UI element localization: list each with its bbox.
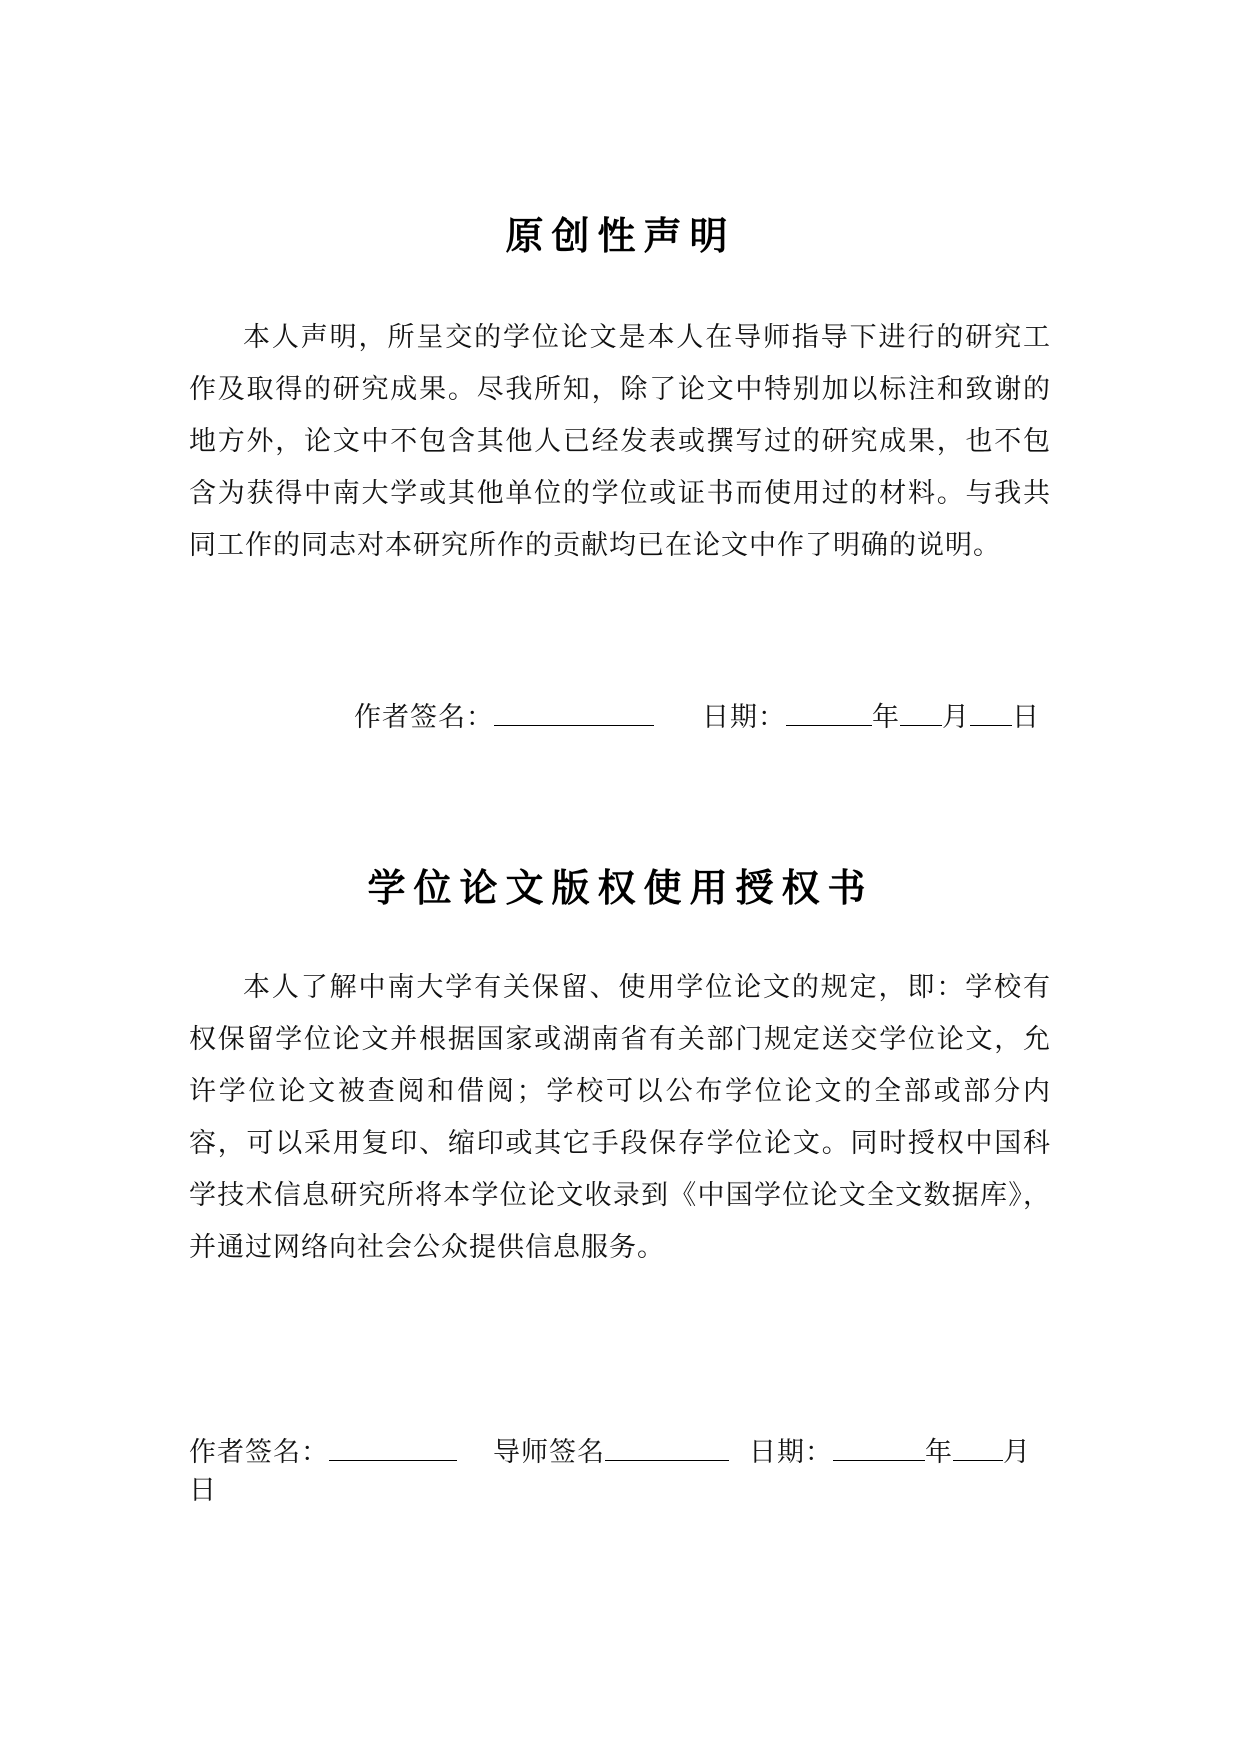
- date-label: 日期：: [749, 1437, 833, 1468]
- declaration-signature-line: [354, 695, 1040, 738]
- year-label: 年: [872, 702, 900, 733]
- year-label: 年: [925, 1437, 953, 1468]
- year-blank[interactable]: [833, 1430, 925, 1461]
- day-blank[interactable]: [970, 695, 1012, 726]
- author-signature-label: 作者签名：: [354, 702, 494, 733]
- month-blank[interactable]: [900, 695, 942, 726]
- advisor-signature-blank[interactable]: [605, 1430, 729, 1461]
- month-label: 月: [1003, 1437, 1031, 1468]
- month-blank[interactable]: [953, 1430, 1003, 1461]
- author-signature-blank[interactable]: [494, 695, 654, 726]
- authorization-day-line: [189, 1471, 217, 1511]
- month-label: 月: [942, 702, 970, 733]
- authorization-title: 学位论文版权使用授权书: [367, 866, 874, 910]
- declaration-title: 原创性声明: [505, 214, 736, 258]
- advisor-signature-label: 导师签名: [493, 1437, 605, 1468]
- day-label: 日: [189, 1475, 217, 1506]
- author-signature-blank[interactable]: [329, 1430, 457, 1461]
- author-signature-label: 作者签名：: [189, 1437, 329, 1468]
- day-label: 日: [1012, 702, 1040, 733]
- declaration-body: 本人声明，所呈交的学位论文是本人在导师指导下进行的研究工作及取得的研究成果。尽我所知，除了论文中特别加以标注和致谢的地方外，论文中不包含其他人已经发表或撰写过的研究成果，也不包含为获得中南大学或其他单位的学位或证书而使用过的材料。与我共同工作的同志对本研究所作的贡献均已在论文中作了明确的说明。: [189, 322, 1051, 561]
- authorization-signature-line: [189, 1430, 1031, 1473]
- year-blank[interactable]: [786, 695, 872, 726]
- authorization-body: 本人了解中南大学有关保留、使用学位论文的规定，即：学校有权保留学位论文并根据国家或湖南省有关部门规定送交学位论文，允许学位论文被查阅和借阅；学校可以公布学位论文的全部或部分内容，可以采用复印、缩印或其它手段保存学位论文。同时授权中国科学技术信息研究所将本学位论文收录到《中国学位论文全文数据库》，并通过网络向社会公众提供信息服务。: [189, 972, 1051, 1263]
- date-label: 日期：: [702, 702, 786, 733]
